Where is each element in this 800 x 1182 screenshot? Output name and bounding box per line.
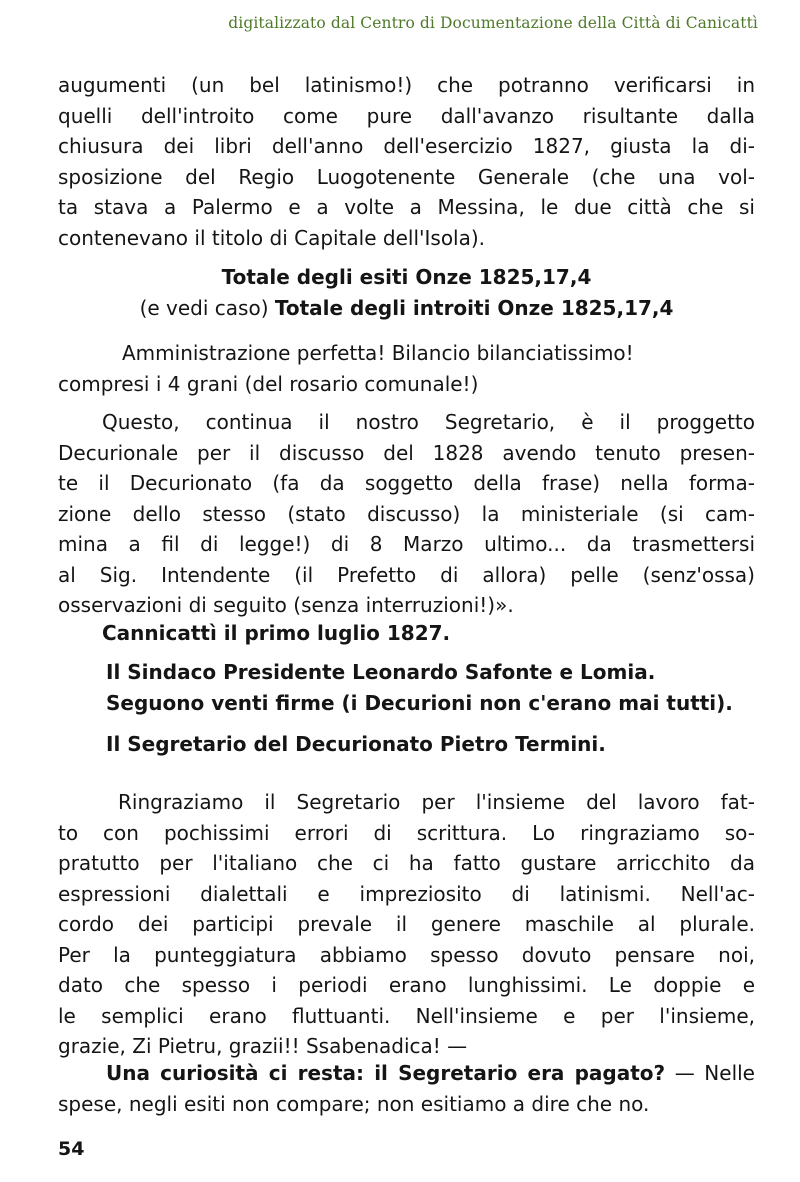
text-line: zione dello stesso (stato discusso) la ministeriale (si cam- bbox=[58, 501, 755, 526]
sindaco-line: Il Sindaco Presidente Leonardo Safonte e Lomia. bbox=[106, 660, 656, 684]
text-line: Per la punteggiatura abbiamo spesso dovuto pensare noi, bbox=[58, 942, 755, 967]
text-line: spese, negli esiti non compare; non esitiamo a dire che no. bbox=[58, 1091, 650, 1116]
text-line: te il Decurionato (fa da soggetto della frase) nella forma- bbox=[58, 471, 755, 495]
paragraph-2 bbox=[58, 338, 755, 399]
text-line: osservazioni di seguito (senza interruzioni!)». bbox=[58, 593, 514, 617]
date-line-block bbox=[58, 618, 755, 649]
total-introiti-prefix: (e vedi caso) bbox=[139, 295, 275, 320]
total-esiti: Totale degli esiti Onze 1825,17,4 bbox=[221, 265, 592, 289]
totals-block bbox=[58, 262, 755, 323]
signatures-line: Seguono venti firme (i Decurioni non c'erano mai tutti). bbox=[106, 690, 733, 715]
total-introiti-line bbox=[58, 293, 755, 324]
text-line: al Sig. Intendente (il Prefetto di allora) pelle (senz'ossa) bbox=[58, 562, 755, 587]
paragraph-4 bbox=[58, 787, 755, 1062]
text-line: to con pochissimi errori di scrittura. Lo ringraziamo so- bbox=[58, 820, 755, 845]
paragraph-1 bbox=[58, 70, 755, 253]
text-line: cordo dei participi prevale il genere maschile al plurale. bbox=[58, 912, 755, 936]
page-number: 54 bbox=[58, 1138, 85, 1160]
question-tail: — Nelle bbox=[665, 1061, 755, 1085]
text-line: ta stava a Palermo e a volte a Messina, le due città che si bbox=[58, 195, 755, 219]
text-line: le semplici erano fluttuanti. Nell'insieme e per l'insieme, bbox=[58, 1003, 755, 1028]
text-line: contenevano il titolo di Capitale dell'Isola). bbox=[58, 225, 486, 250]
text-line: espressioni dialettali e impreziosito di latinismi. Nell'ac- bbox=[58, 881, 755, 906]
text-line: Ringraziamo il Segretario per l'insieme del lavoro fat- bbox=[118, 790, 755, 814]
text-line: dato che spesso i periodi erano lunghissimi. Le doppie e bbox=[58, 973, 755, 997]
text-line: Decurionale per il discusso del 1828 avendo tenuto presen- bbox=[58, 440, 755, 465]
segretario-line: Il Segretario del Decurionato Pietro Termini. bbox=[106, 732, 606, 756]
date-line: Cannicattì il primo luglio 1827. bbox=[102, 621, 451, 645]
text-line: sposizione del Regio Luogotenente Generale (che una vol- bbox=[58, 164, 755, 189]
total-introiti: Totale degli introiti Onze 1825,17,4 bbox=[274, 295, 674, 320]
text-line: augumenti (un bel latinismo!) che potranno verificarsi in bbox=[58, 73, 755, 97]
text-line: mina a fil di legge!) di 8 Marzo ultimo... da trasmettersi bbox=[58, 532, 755, 556]
text-line: chiusura dei libri dell'anno dell'esercizio 1827, giusta la di- bbox=[58, 134, 755, 158]
text-line bbox=[58, 1058, 755, 1089]
digitization-header: digitalizzato dal Centro di Documentazione della Città di Canicattì bbox=[228, 14, 758, 32]
segretario-block bbox=[58, 729, 755, 760]
paragraph-5 bbox=[58, 1058, 755, 1119]
text-line: compresi i 4 grani (del rosario comunale!) bbox=[58, 371, 479, 396]
text-line: Questo, continua il nostro Segretario, è il proggetto bbox=[102, 410, 755, 434]
question-text: Una curiosità ci resta: il Segretario era pagato? bbox=[106, 1061, 666, 1085]
text-line: pratutto per l'italiano che ci ha fatto gustare arricchito da bbox=[58, 851, 755, 875]
text-line: Amministrazione perfetta! Bilancio bilanciatissimo! bbox=[122, 341, 634, 365]
text-line: quelli dell'introito come pure dall'avanzo risultante dalla bbox=[58, 103, 755, 128]
text-line: grazie, Zi Pietru, grazii!! Ssabenadica! — bbox=[58, 1034, 468, 1058]
paragraph-3 bbox=[58, 407, 755, 621]
sindaco-block bbox=[58, 657, 755, 718]
